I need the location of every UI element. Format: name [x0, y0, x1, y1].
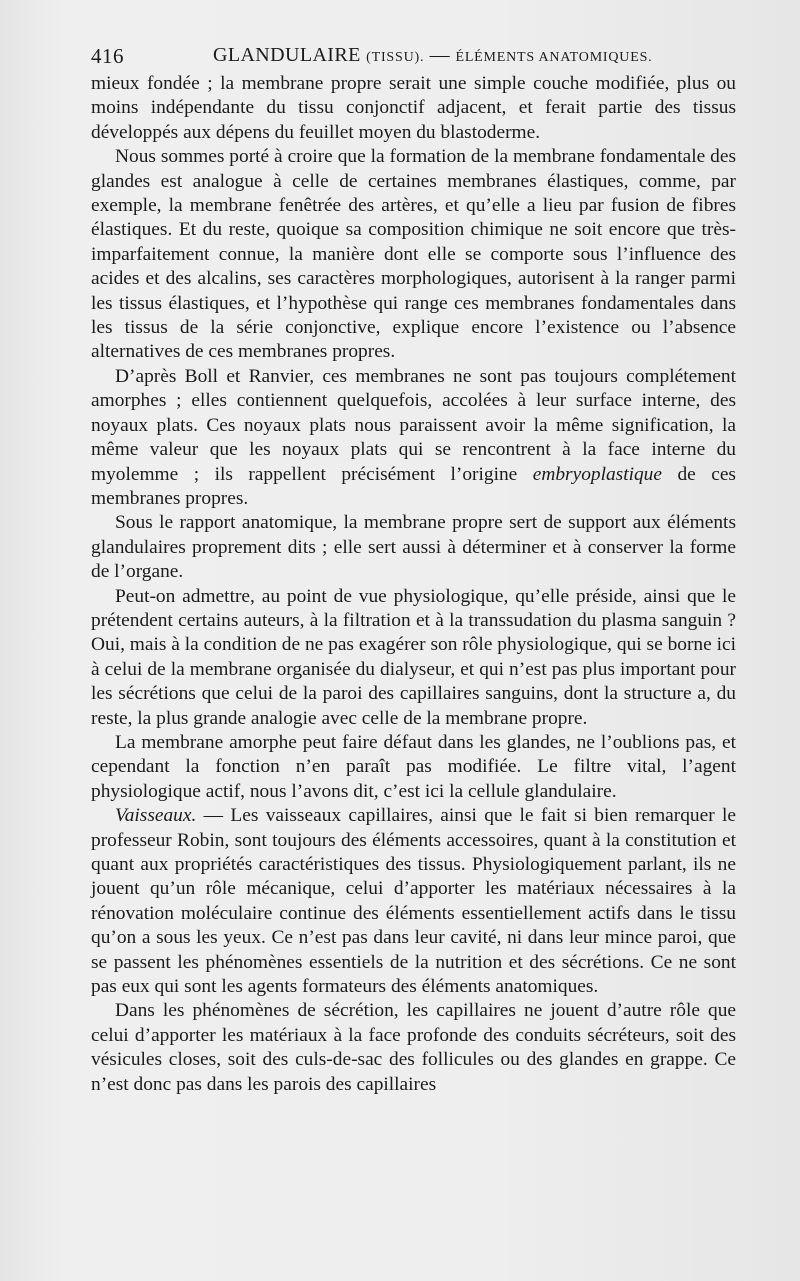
section-heading: Vaisseaux.: [115, 805, 197, 827]
paragraph: Sous le rapport anatomique, la membrane propre sert de support aux éléments glandulaires proprement dits ; elle sert aussi à déterminer et à conserver la forme de l’organe.: [91, 512, 736, 583]
running-title: [213, 44, 652, 67]
paragraph: Dans les phénomènes de sécrétion, les capillaires ne jouent d’autre rôle que celui d’apporter les matériaux à la face profonde des conduits sécréteurs, soit des vésicules closes, soit des culs-de-sac des follicules ou des glandes en grappe. Ce n’est donc pas dans les parois des capillaires: [91, 1000, 736, 1095]
header-title: GLANDULAIRE: [213, 44, 361, 66]
header-section: ÉLÉMENTS ANATOMIQUES.: [455, 50, 653, 65]
paragraph: [91, 804, 736, 999]
running-header: [91, 44, 736, 70]
paragraph-text: D’après Boll et Ranvier, ces membranes ne sont pas toujours complétement amorphes ; elles contiennent quelquefois, accolées à leur surface interne, des noyaux plats. Ces noyaux plats nous paraissent avoir la même signification, la même valeur que les noyaux plats qui se rencontrent à la face interne du myolemme ; ils rappellent précisément l’origine: [91, 365, 736, 485]
page-number: 416: [91, 44, 124, 68]
paragraph: Nous sommes porté à croire que la formation de la membrane fondamentale des glandes est analogue à celle de certaines membranes élastiques, comme, par exemple, la membrane fenêtrée des artères, et qu’elle a lieu par fusion de fibres élastiques. Et du reste, quoique sa composition chimique ne soit encore que très-imparfaitement connue, la manière dont elle se comporte sous l’influence des acides et des alcalins, ses caractères morphologiques, autorisent à la ranger parmi les tissus élastiques, et l’hypothèse qui range ces membranes fondamentales dans les tissus de la série conjonctive, explique encore l’existence ou l’absence alternatives de ces membranes propres.: [91, 146, 736, 363]
header-subtitle: (TISSU).: [366, 50, 425, 65]
paragraph: mieux fondée ; la membrane propre serait une simple couche modifiée, plus ou moins indépendante du tissu conjonctif adjacent, et ferait partie des tissus développés aux dépens du feuillet moyen du blastoderme.: [91, 73, 736, 143]
body-text: [91, 72, 736, 1097]
paragraph-text: — Les vaisseaux capillaires, ainsi que le fait si bien remarquer le professeur Robin, sont toujours des éléments accessoires, quant à la constitution et quant aux propriétés caractéristiques des tissus. Physiologiquement parlant, ils ne jouent qu’un rôle mécanique, celui d’apporter les matériaux nécessaires à la rénovation moléculaire continue des éléments essentiellement actifs dans le tissu qu’on a sous les yeux. Ce n’est pas dans leur cavité, ni dans leur mince paroi, que se passent les phénomènes essentiels de la nutrition et des sécrétions. Ce ne sont pas eux qui sont les agents formateurs des éléments anatomiques.: [91, 805, 736, 998]
paragraph: La membrane amorphe peut faire défaut dans les glandes, ne l’oublions pas, et cependant la fonction n’en paraît pas modifiée. Le filtre vital, l’agent physiologique actif, nous l’avons dit, c’est ici la cellule glandulaire.: [91, 731, 736, 802]
paragraph-text: de ces membranes propres.: [91, 463, 736, 509]
header-dash: —: [429, 44, 451, 66]
paragraph: Peut-on admettre, au point de vue physiologique, qu’elle préside, ainsi que le prétendent certains auteurs, à la filtration et à la transsudation du plasma sanguin ? Oui, mais à la condition de ne pas exagérer son rôle physiologique, qui se borne ici à celui de la membrane organisée du dialyseur, et qui n’est pas plus important pour les sécrétions que celui de la paroi des capillaires sanguins, dont la structure a, du reste, la plus grande analogie avec celle de la membrane propre.: [91, 585, 736, 729]
paragraph: [91, 365, 736, 511]
italic-term: embryoplastique: [532, 463, 662, 485]
